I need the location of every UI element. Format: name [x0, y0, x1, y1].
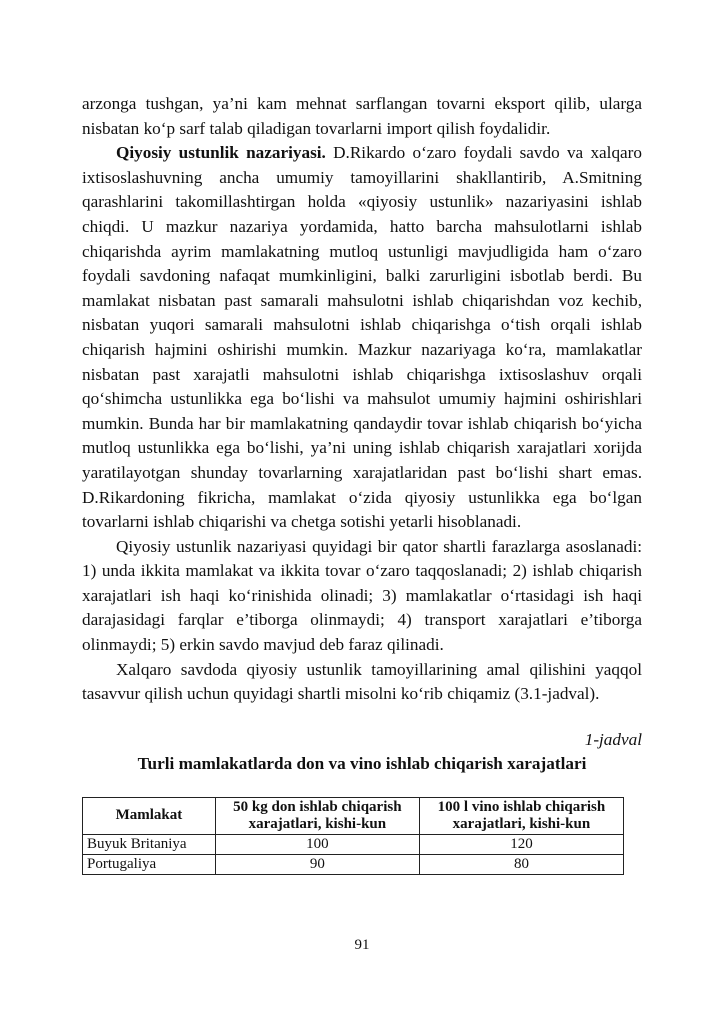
paragraph-body: D.Rikardo o‘zaro foydali savdo va xalqaro ixtisoslashuvning ancha umumiy tamoyillarini shakllantirib, A.Smitning qarashlarini takomillashtirgan holda «qiyosiy ustunlik» nazariyasini ishlab chiqdi. U mazkur nazariya yordamida, hatto barcha mahsulotlarni ishlab chiqarishda ayrim mamlakatning mutloq ustunligi mavjudligida ham o‘zaro foydali savdoning nafaqat mumkinligini, balki zarurligini isbotlab berdi. Bu mamlakat nisbatan past samarali mahsulotni ishlab chiqarishdan voz kechib, nisbatan yuqori samarali mahsulotni ishlab chiqarishga o‘tish orqali ishlab chiqarish hajmini oshirishi mumkin. Mazkur nazariyaga ko‘ra, mamlakatlar nisbatan past xarajatli mahsulotni ishlab chiqarishga ixtisoslashuv orqali qo‘shimcha ustunlikka ega bo‘lishi va mahsulot umumiy hajmini oshirishlari mumkin. Bunda har bir mamlakatning qandaydir tovar ishlab chiqarish bo‘yicha mutloq ustunlikka ega bo‘lishi, ya’ni uning ishlab chiqarish xarajatlari xorijda yaratilayotgan shunday tovarlarning xarajatlaridan past bo‘lishi shart emas. D.Rikardoning fikricha, mamlakat o‘zida qiyosiy ustunlikka ega bo‘lgan tovarlarni ishlab chiqarishi va chetga sotishi yetarli hisoblanadi.: [82, 143, 642, 532]
cell-grain-cost: 90: [215, 854, 419, 874]
cell-wine-cost: 120: [419, 834, 623, 854]
page-content: [82, 92, 642, 875]
cell-country: Buyuk Britaniya: [83, 834, 216, 854]
paragraph-comparative-advantage: [82, 141, 642, 535]
table-header-row: [83, 797, 624, 834]
cell-country: Portugaliya: [83, 854, 216, 874]
page-number: 91: [354, 937, 370, 953]
header-grain-cost: 50 kg don ishlab chiqarish xarajatlari, kishi-kun: [215, 797, 419, 834]
paragraph-continuation: arzonga tushgan, ya’ni kam mehnat sarflangan tovarni eksport qilib, ularga nisbatan ko‘p sarf talab qiladigan tovarlarni import qilish foydalidir.: [82, 94, 642, 138]
cell-wine-cost: 80: [419, 854, 623, 874]
cost-table: [82, 797, 624, 875]
table-row: [83, 834, 624, 854]
header-country: Mamlakat: [83, 797, 216, 834]
table-row: [83, 854, 624, 874]
table-title: Turli mamlakatlarda don va vino ishlab chiqarish xarajatlari: [137, 753, 587, 773]
header-wine-cost: 100 l vino ishlab chiqarish xarajatlari, kishi-kun: [419, 797, 623, 834]
paragraph-example-intro: Xalqaro savdoda qiyosiy ustunlik tamoyillarining amal qilishini yaqqol tasavvur qilish uchun quyidagi shartli misolni ko‘rib chiqamiz (3.1-jadval).: [82, 659, 642, 704]
cell-grain-cost: 100: [215, 834, 419, 854]
section-heading: Qiyosiy ustunlik nazariyasi.: [116, 143, 326, 163]
table-label: 1-jadval: [584, 729, 642, 749]
paragraph-assumptions: Qiyosiy ustunlik nazariyasi quyidagi bir qator shartli farazlarga asoslanadi: 1) unda ikkita mamlakat va ikkita tovar o‘zaro taqqoslanadi; 2) ishlab chiqarish xarajatlari ish haqi ko‘rinishida olinadi; 3) mamlakatlar o‘rtasidagi ish haqi darajasidagi farqlar e’tiborga olinmaydi; 4) transport xarajatlari e’tiborga olinmaydi; 5) erkin savdo mavjud deb faraz qilinadi.: [82, 536, 642, 655]
